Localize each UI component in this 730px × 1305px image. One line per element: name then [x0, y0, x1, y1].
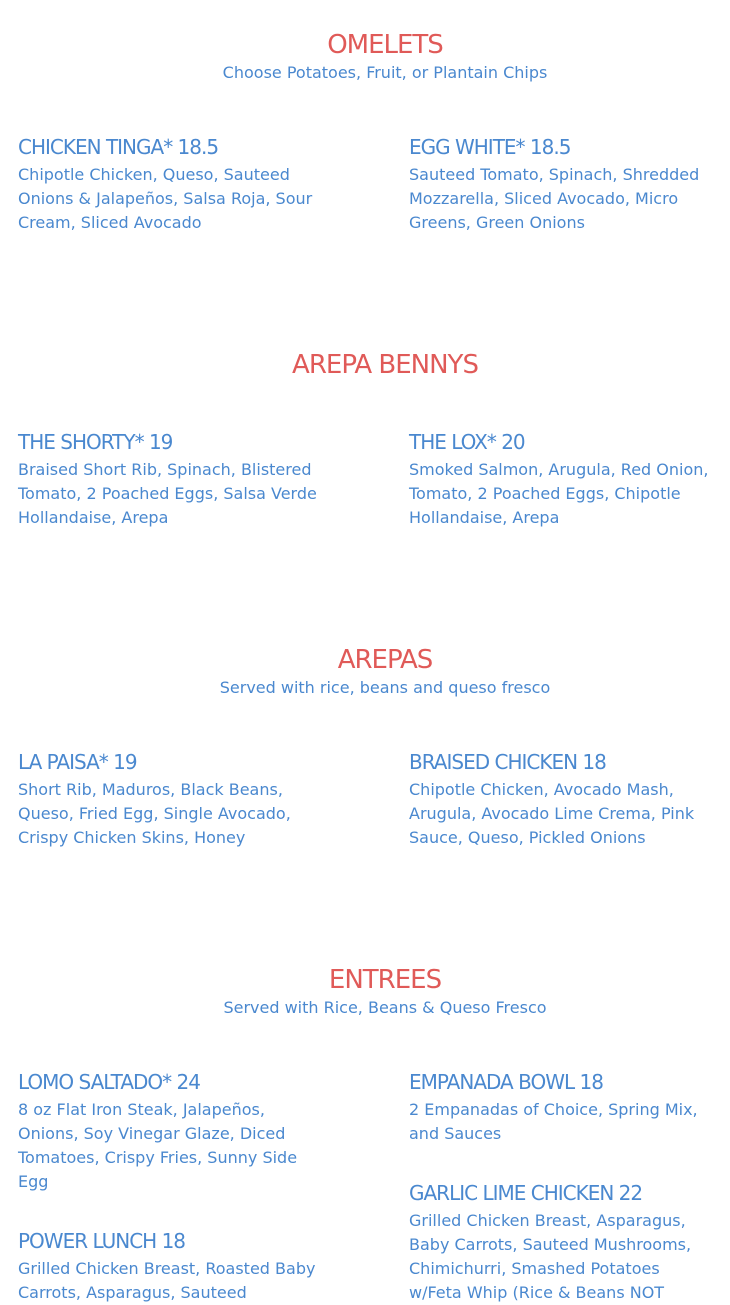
- menu-item-description: Braised Short Rib, Spinach, Blistered Tomato, 2 Poached Eggs, Salsa Verde Hollandaise, Arepa: [18, 460, 317, 527]
- menu-item-name: THE SHORTY* 19: [18, 430, 173, 454]
- menu-item-name: THE LOX* 20: [409, 430, 525, 454]
- section-subtitle-omelets: Choose Potatoes, Fruit, or Plantain Chips: [222, 63, 548, 82]
- menu-item-braised-chicken: [409, 749, 709, 850]
- section-subtitle-entrees: Served with Rice, Beans & Queso Fresco: [223, 998, 547, 1017]
- menu-item-lomo-saltado: [18, 1069, 318, 1194]
- section-title-omelets: OMELETS: [327, 30, 443, 60]
- section-title-entrees: ENTREES: [328, 965, 442, 995]
- menu-item-description: 2 Empanadas of Choice, Spring Mix, and Sauces: [409, 1100, 698, 1143]
- menu-item-description: Chipotle Chicken, Queso, Sauteed Onions & Jalapeños, Salsa Roja, Sour Cream, Sliced Avocado: [18, 165, 313, 232]
- menu-item-description: Chipotle Chicken, Avocado Mash, Arugula, Avocado Lime Crema, Pink Sauce, Queso, Pickled Onions: [409, 780, 695, 847]
- menu-item-description: Grilled Chicken Breast, Asparagus, Baby Carrots, Sauteed Mushrooms, Chimichurri, Smashed Potatoes w/Feta Whip (Rice & Beans NOT: [409, 1211, 692, 1302]
- menu-item-the-shorty: [18, 429, 318, 530]
- menu-item-name: CHICKEN TINGA* 18.5: [18, 135, 219, 159]
- section-title-arepas: AREPAS: [337, 645, 433, 675]
- menu-item-name: LOMO SALTADO* 24: [18, 1070, 200, 1094]
- menu-item-name: LA PAISA* 19: [18, 750, 137, 774]
- menu-item-name: EGG WHITE* 18.5: [409, 135, 571, 159]
- menu-item-description: Grilled Chicken Breast, Roasted Baby Carrots, Asparagus, Sauteed: [18, 1259, 316, 1302]
- menu-item-name: EMPANADA BOWL 18: [409, 1070, 603, 1094]
- menu-item-the-lox: [409, 429, 709, 530]
- section-subtitle-arepas: Served with rice, beans and queso fresco: [219, 678, 551, 697]
- menu-item-garlic-lime-chicken: [409, 1180, 709, 1305]
- menu-item-description: Short Rib, Maduros, Black Beans, Queso, Fried Egg, Single Avocado, Crispy Chicken Skins, Honey: [18, 780, 291, 847]
- menu-item-la-paisa: [18, 749, 318, 850]
- menu-item-description: 8 oz Flat Iron Steak, Jalapeños, Onions, Soy Vinegar Glaze, Diced Tomatoes, Crispy Fries, Sunny Side Egg: [18, 1100, 298, 1191]
- menu-item-name: BRAISED CHICKEN 18: [409, 750, 606, 774]
- menu-item-name: GARLIC LIME CHICKEN 22: [409, 1181, 643, 1205]
- menu-item-empanada-bowl: [409, 1069, 709, 1146]
- menu-item-name: POWER LUNCH 18: [18, 1229, 186, 1253]
- menu-item-description: Smoked Salmon, Arugula, Red Onion, Tomato, 2 Poached Eggs, Chipotle Hollandaise, Arepa: [409, 460, 709, 527]
- menu-item-power-lunch: [18, 1228, 318, 1305]
- section-title-arepa-bennys: AREPA BENNYS: [292, 350, 478, 380]
- menu-item-description: Sauteed Tomato, Spinach, Shredded Mozzarella, Sliced Avocado, Micro Greens, Green Onions: [409, 165, 700, 232]
- menu-item-chicken-tinga: [18, 134, 318, 235]
- menu-item-egg-white: [409, 134, 709, 235]
